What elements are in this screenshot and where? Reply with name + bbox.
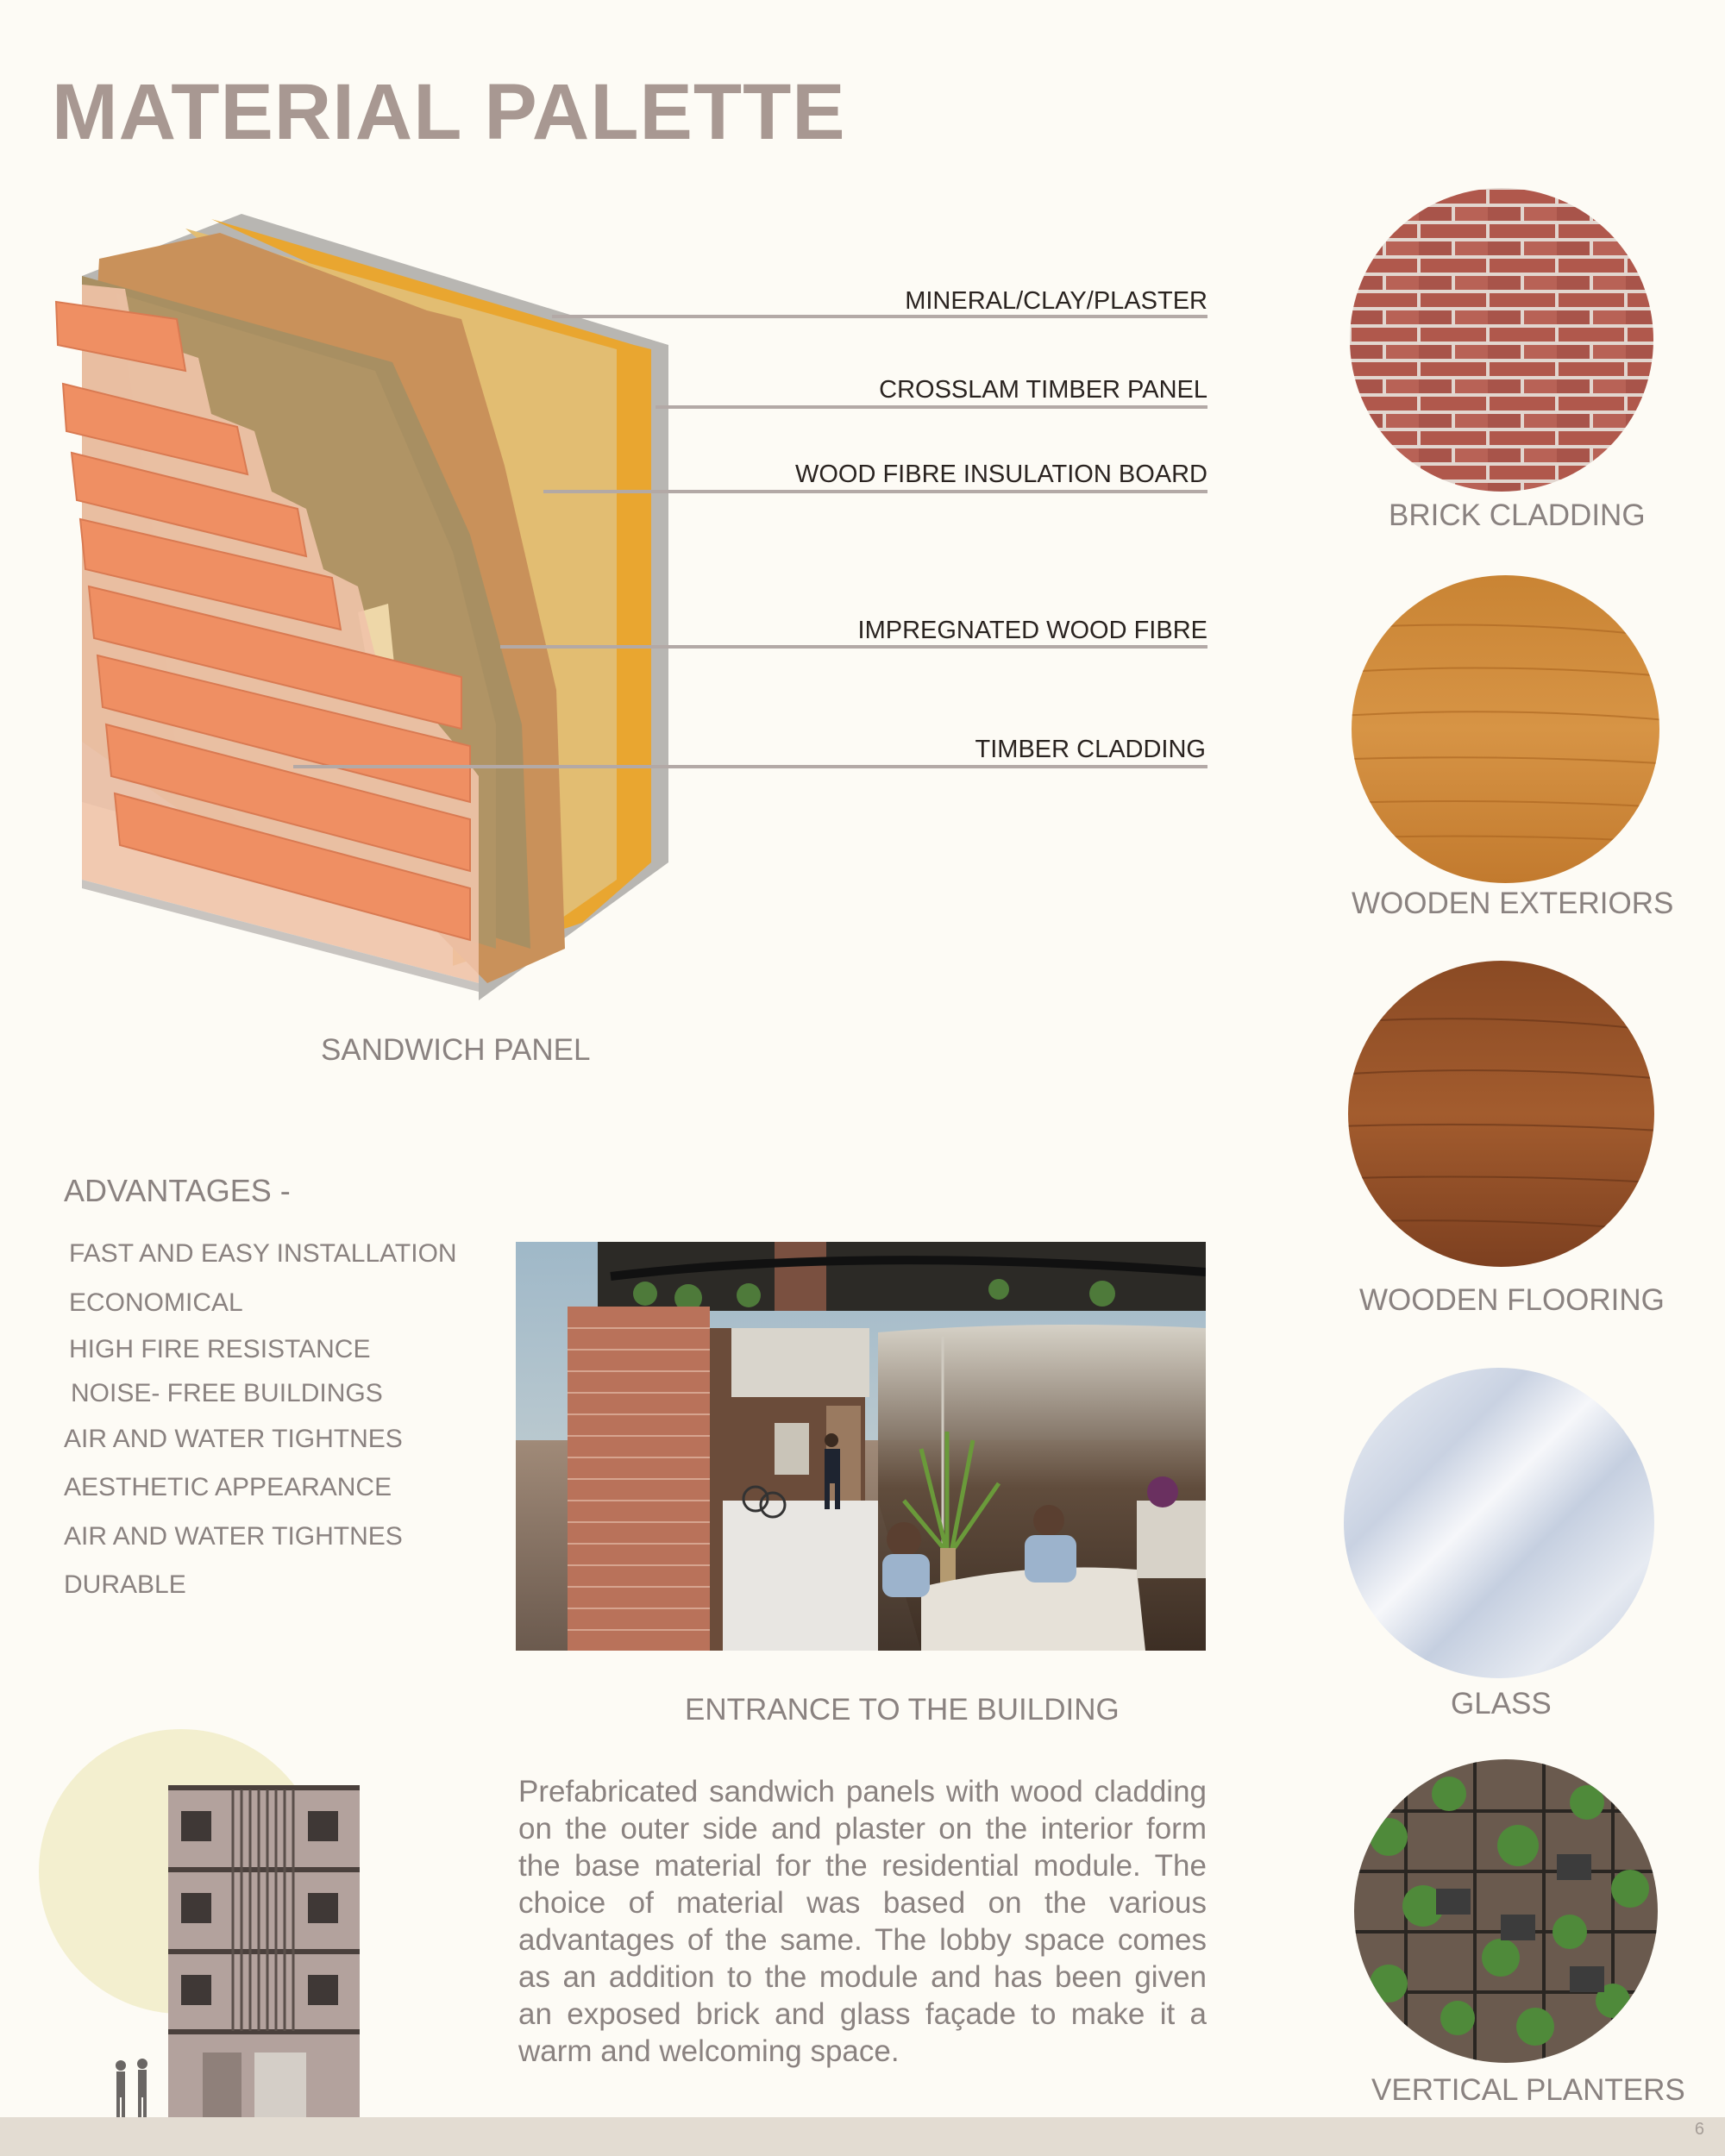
building-elevation-drawing	[39, 1729, 401, 2117]
material-label: GLASS	[1451, 1687, 1552, 1720]
advantages-heading: ADVANTAGES -	[64, 1173, 291, 1208]
advantage-item: ECONOMICAL	[69, 1288, 243, 1317]
layer-leader-line	[293, 765, 1208, 768]
layer-leader-line	[500, 645, 1208, 649]
page-number: 6	[1694, 2120, 1704, 2139]
footer-bar	[0, 2117, 1725, 2156]
sandwich-panel-illustration	[47, 207, 686, 1009]
sandwich-panel-caption: SANDWICH PANEL	[321, 1033, 591, 1067]
layer-label: TIMBER CLADDING	[975, 736, 1206, 763]
wooden-flooring-swatch	[1348, 961, 1654, 1267]
wooden-exteriors-swatch	[1352, 575, 1659, 883]
entrance-render-image	[516, 1242, 1206, 1651]
page-title: MATERIAL PALETTE	[52, 68, 846, 156]
vertical-planters-swatch	[1354, 1759, 1658, 2063]
advantage-item: AIR AND WATER TIGHTNES	[64, 1425, 403, 1453]
advantage-item: FAST AND EASY INSTALLATION	[69, 1239, 457, 1268]
advantage-item: NOISE- FREE BUILDINGS	[71, 1379, 383, 1407]
layer-label: IMPREGNATED WOOD FIBRE	[857, 617, 1208, 644]
entrance-caption: ENTRANCE TO THE BUILDING	[685, 1693, 1120, 1727]
glass-swatch	[1344, 1368, 1654, 1678]
advantage-item: DURABLE	[64, 1570, 186, 1599]
advantage-item: AESTHETIC APPEARANCE	[64, 1473, 392, 1501]
layer-label: CROSSLAM TIMBER PANEL	[879, 376, 1208, 404]
layer-label: MINERAL/CLAY/PLASTER	[905, 287, 1208, 315]
layer-leader-line	[543, 490, 1208, 493]
material-description: Prefabricated sandwich panels with wood cladding on the outer side and plaster on the interior form the base material for the residential module. The choice of material was based on the various advantages of the same. The lobby space comes as an addition to the module and has been given an exposed brick and glass façade to make it a warm and welcoming space.	[518, 1775, 1207, 2068]
layer-leader-line	[656, 405, 1208, 409]
material-label: WOODEN FLOORING	[1359, 1283, 1665, 1317]
material-label: BRICK CLADDING	[1389, 498, 1646, 532]
brick-cladding-swatch	[1350, 188, 1653, 492]
material-label: VERTICAL PLANTERS	[1371, 2073, 1685, 2107]
advantage-item: AIR AND WATER TIGHTNES	[64, 1522, 403, 1551]
material-label: WOODEN EXTERIORS	[1352, 887, 1674, 920]
advantage-item: HIGH FIRE RESISTANCE	[69, 1335, 371, 1363]
layer-label: WOOD FIBRE INSULATION BOARD	[794, 461, 1208, 488]
